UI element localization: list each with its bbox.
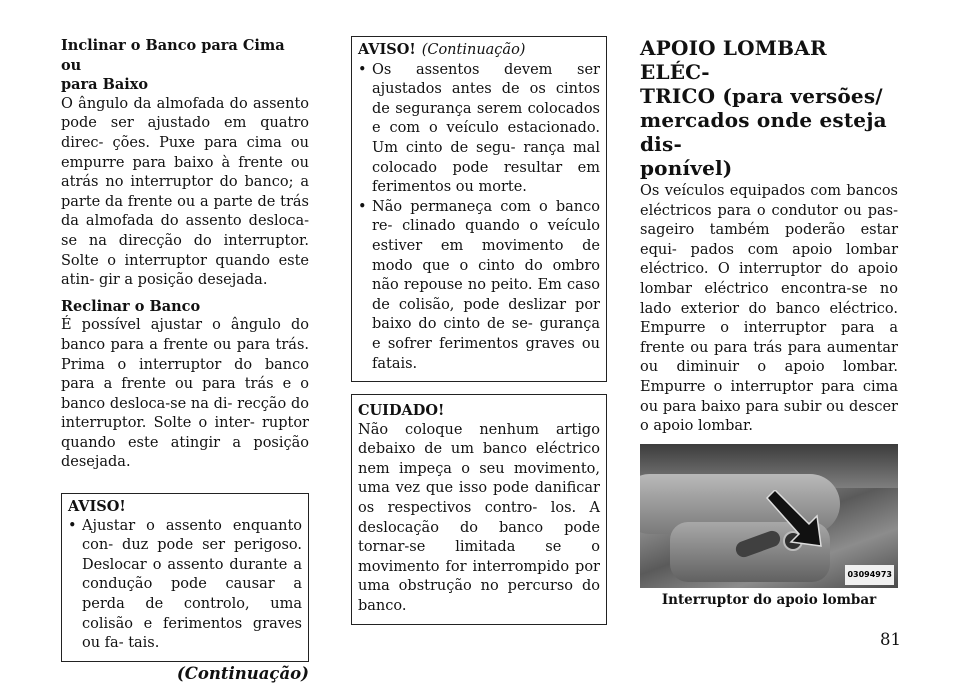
warning-box-continued — [351, 36, 607, 382]
figure-caption: Interruptor do apoio lombar — [661, 591, 877, 608]
warning-title: AVISO! — [68, 498, 126, 516]
paragraph-lumbar: Os veículos equipados com bancos eléctricos para o condutor ou pas- sageiro também poderão estar equi- pados com apoio lombar eléctrico. O interruptor do apoio lombar eléctrico encontra-se no lado exterior do banco eléctrico. Empurre o interruptor para a frente ou para trás para aumentar ou diminuir o apoio lombar. Empurre o interruptor para cima ou para baixo para subir ou descer o apoio lombar. — [640, 183, 898, 435]
figure-id: 03094973 — [845, 565, 894, 585]
section-title — [640, 36, 898, 180]
heading-line: para Baixo — [61, 76, 149, 94]
title-line: ponível) — [640, 156, 733, 180]
warning-item: • Ajustar o assento enquanto con- duz pode ser perigoso. Deslocar o assento durante a condução pode causar a perda de controlo, uma colisão e ferimentos graves ou fa- tais. — [68, 517, 302, 654]
paragraph-recline: É possível ajustar o ângulo do banco para a frente ou para trás. Prima o interruptor do banco para a frente ou para trás e o banco desloca-se na di- recção do interruptor. Solte o inter- ruptor quando este atingir a posição desejada. — [61, 317, 309, 471]
warning-title-text: AVISO! — [358, 41, 416, 58]
column-left — [61, 36, 309, 683]
section-heading-recline: Reclinar o Banco — [61, 297, 201, 315]
caution-text: Não coloque nenhum artigo debaixo de um banco eléctrico nem impeça o seu movimento, uma vez que isso pode danificar os respectivos contro- los. A deslocação do banco pode tornar-se limitada se o movimento for interrompido por uma obstrução no percurso do banco. — [358, 421, 600, 615]
title-line: TRICO (para versões/ — [640, 84, 883, 108]
lumbar-switch-photo — [640, 444, 898, 588]
warning-item: • Os assentos devem ser ajustados antes de os cintos de segurança serem colocados e com o veículo estacionado. Um cinto de segu- rança mal colocado pode resultar em ferimentos ou morte. — [358, 61, 600, 198]
column-middle — [351, 36, 607, 625]
heading-line: Inclinar o Banco para Cima ou — [61, 37, 285, 74]
column-right — [640, 36, 898, 610]
page-number: 81 — [880, 630, 901, 649]
caution-title: CUIDADO! — [358, 402, 445, 420]
warning-title — [358, 40, 600, 61]
arrow-icon — [765, 490, 825, 550]
warning-item: • Não permaneça com o banco re- clinado quando o veículo estiver em movimento de modo que o cinto do ombro não repouse no peito. Em caso de colisão, pode deslizar por baixo do cinto de se- gurança e sofrer ferimentos graves ou fatais. — [358, 198, 600, 374]
section-heading-tilt — [61, 36, 309, 95]
warning-continued-label: (Continuação) — [421, 42, 526, 58]
paragraph-tilt: O ângulo da almofada do assento pode ser ajustado em quatro direc- ções. Puxe para cima ou empurre para baixo à frente ou atrás no interruptor do banco; a parte da frente ou a parte de trás da almofada do assento desloca-se na direcção do interruptor. Solte o interruptor quando este atin- gir a posição desejada. — [61, 95, 309, 289]
caution-box — [351, 394, 607, 625]
title-line: mercados onde esteja dis- — [640, 108, 887, 156]
continued-label: (Continuação) — [176, 663, 309, 683]
warning-box — [61, 493, 309, 662]
title-line: APOIO LOMBAR ELÉC- — [640, 36, 827, 84]
